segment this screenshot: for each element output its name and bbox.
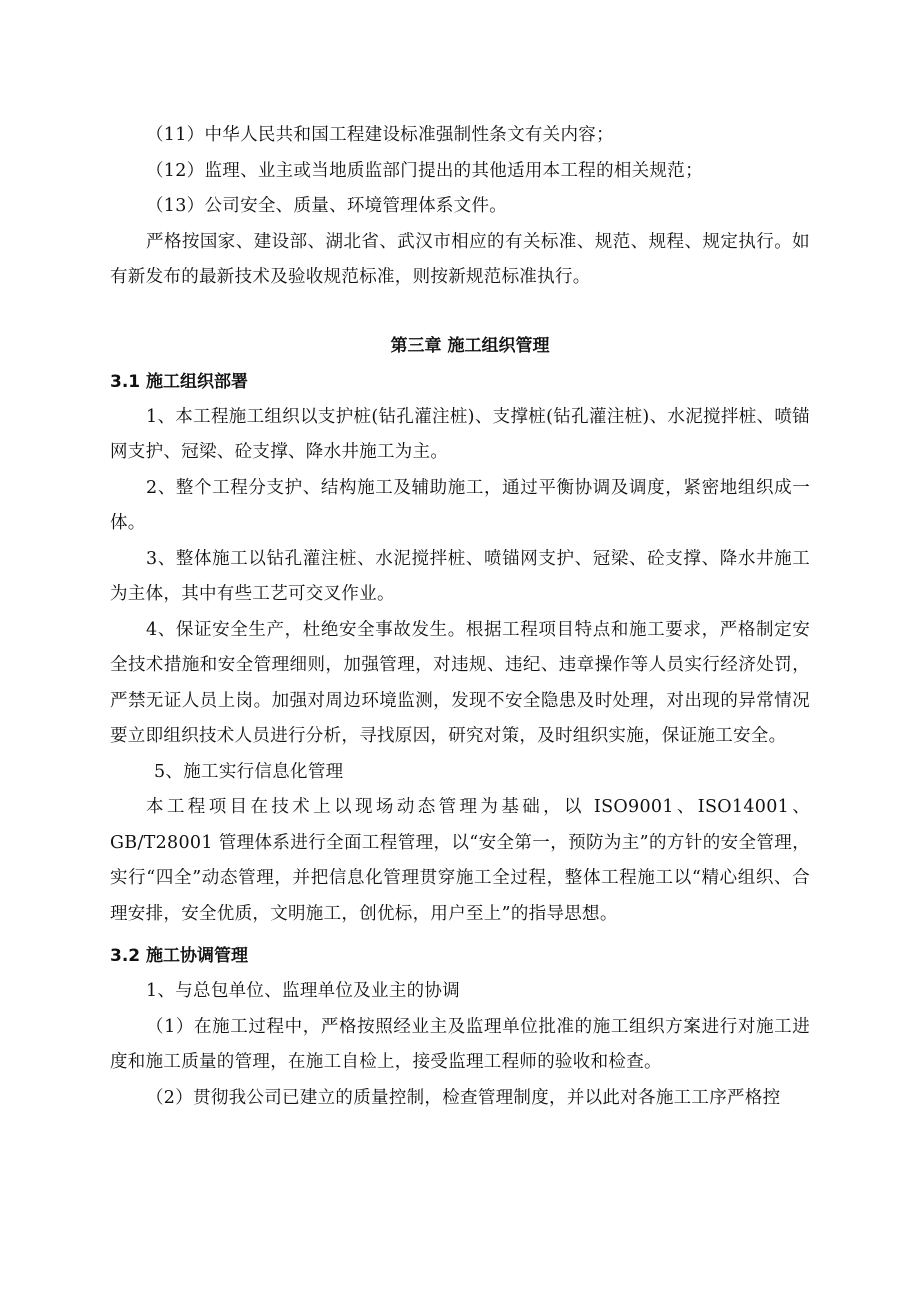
- list-item-13: （13）公司安全、质量、环境管理体系文件。: [146, 196, 508, 216]
- chapter-title: 第三章 施工组织管理: [390, 335, 550, 356]
- list-item-12: （12）监理、业主或当地质监部门提出的其他适用本工程的相关规范；: [146, 160, 703, 181]
- info-management-paragraph: 本工程项目在技术上以现场动态管理为基础，以 ISO9001、ISO14001、GB/T28001 管理体系进行全面工程管理，以“安全第一，预防为主”的方针的安全管理，实行“四全”动态管理，并把信息化管理贯穿施工全过程，整体工程施工以“精心组织、合理安排，安全优质，文明施工，创优标，用户至上”的指导思想。: [110, 797, 810, 924]
- section-title-3-2: 3.2 施工协调管理: [110, 946, 249, 966]
- list-item-11: （11）中华人民共和国工程建设标准强制性条文有关内容；: [146, 125, 614, 145]
- section-3-2-paragraph-1: （1）在施工过程中，严格按照经业主及监理单位批准的施工组织方案进行对施工进度和施工质量的管理，在施工自检上，接受监理工程师的验收和检查。: [110, 1016, 810, 1072]
- document-page: [110, 118, 810, 1116]
- section-3-1-paragraph-2: 2、整个工程分支护、结构施工及辅助施工，通过平衡协调及调度，紧密地组织成一体。: [110, 477, 810, 533]
- section-3-1-paragraph-1: 1、本工程施工组织以支护桩(钻孔灌注桩)、支撑桩(钻孔灌注桩)、水泥搅拌桩、喷锚网支护、冠梁、砼支撑、降水井施工为主。: [110, 406, 810, 462]
- section-title-3-1: 3.1 施工组织部署: [110, 371, 249, 392]
- section-3-2-paragraph-2: （2）贯彻我公司已建立的质量控制，检查管理制度，并以此对各施工工序严格控: [146, 1087, 781, 1108]
- section-3-1-paragraph-4: 4、保证安全生产，杜绝安全事故发生。根据工程项目特点和施工要求，严格制定安全技术措施和安全管理细则，加强管理，对违规、违纪、违章操作等人员实行经济处罚，严禁无证人员上岗。加强对周边环境监测，发现不安全隐患及时处理，对出现的异常情况要立即组织技术人员进行分析，寻找原因，研究对策，及时组织实施，保证施工安全。: [110, 619, 810, 746]
- section-3-1-item-5: 5、施工实行信息化管理: [154, 761, 344, 782]
- standards-paragraph: 严格按国家、建设部、湖北省、武汉市相应的有关标准、规范、规程、规定执行。如有新发布的最新技术及验收规范标准，则按新规范标准执行。: [110, 231, 810, 287]
- section-3-2-subheading-1: 1、与总包单位、监理单位及业主的协调: [146, 981, 461, 1001]
- section-3-1-paragraph-3: 3、整体施工以钻孔灌注桩、水泥搅拌桩、喷锚网支护、冠梁、砼支撑、降水井施工为主体，其中有些工艺可交叉作业。: [110, 548, 810, 604]
